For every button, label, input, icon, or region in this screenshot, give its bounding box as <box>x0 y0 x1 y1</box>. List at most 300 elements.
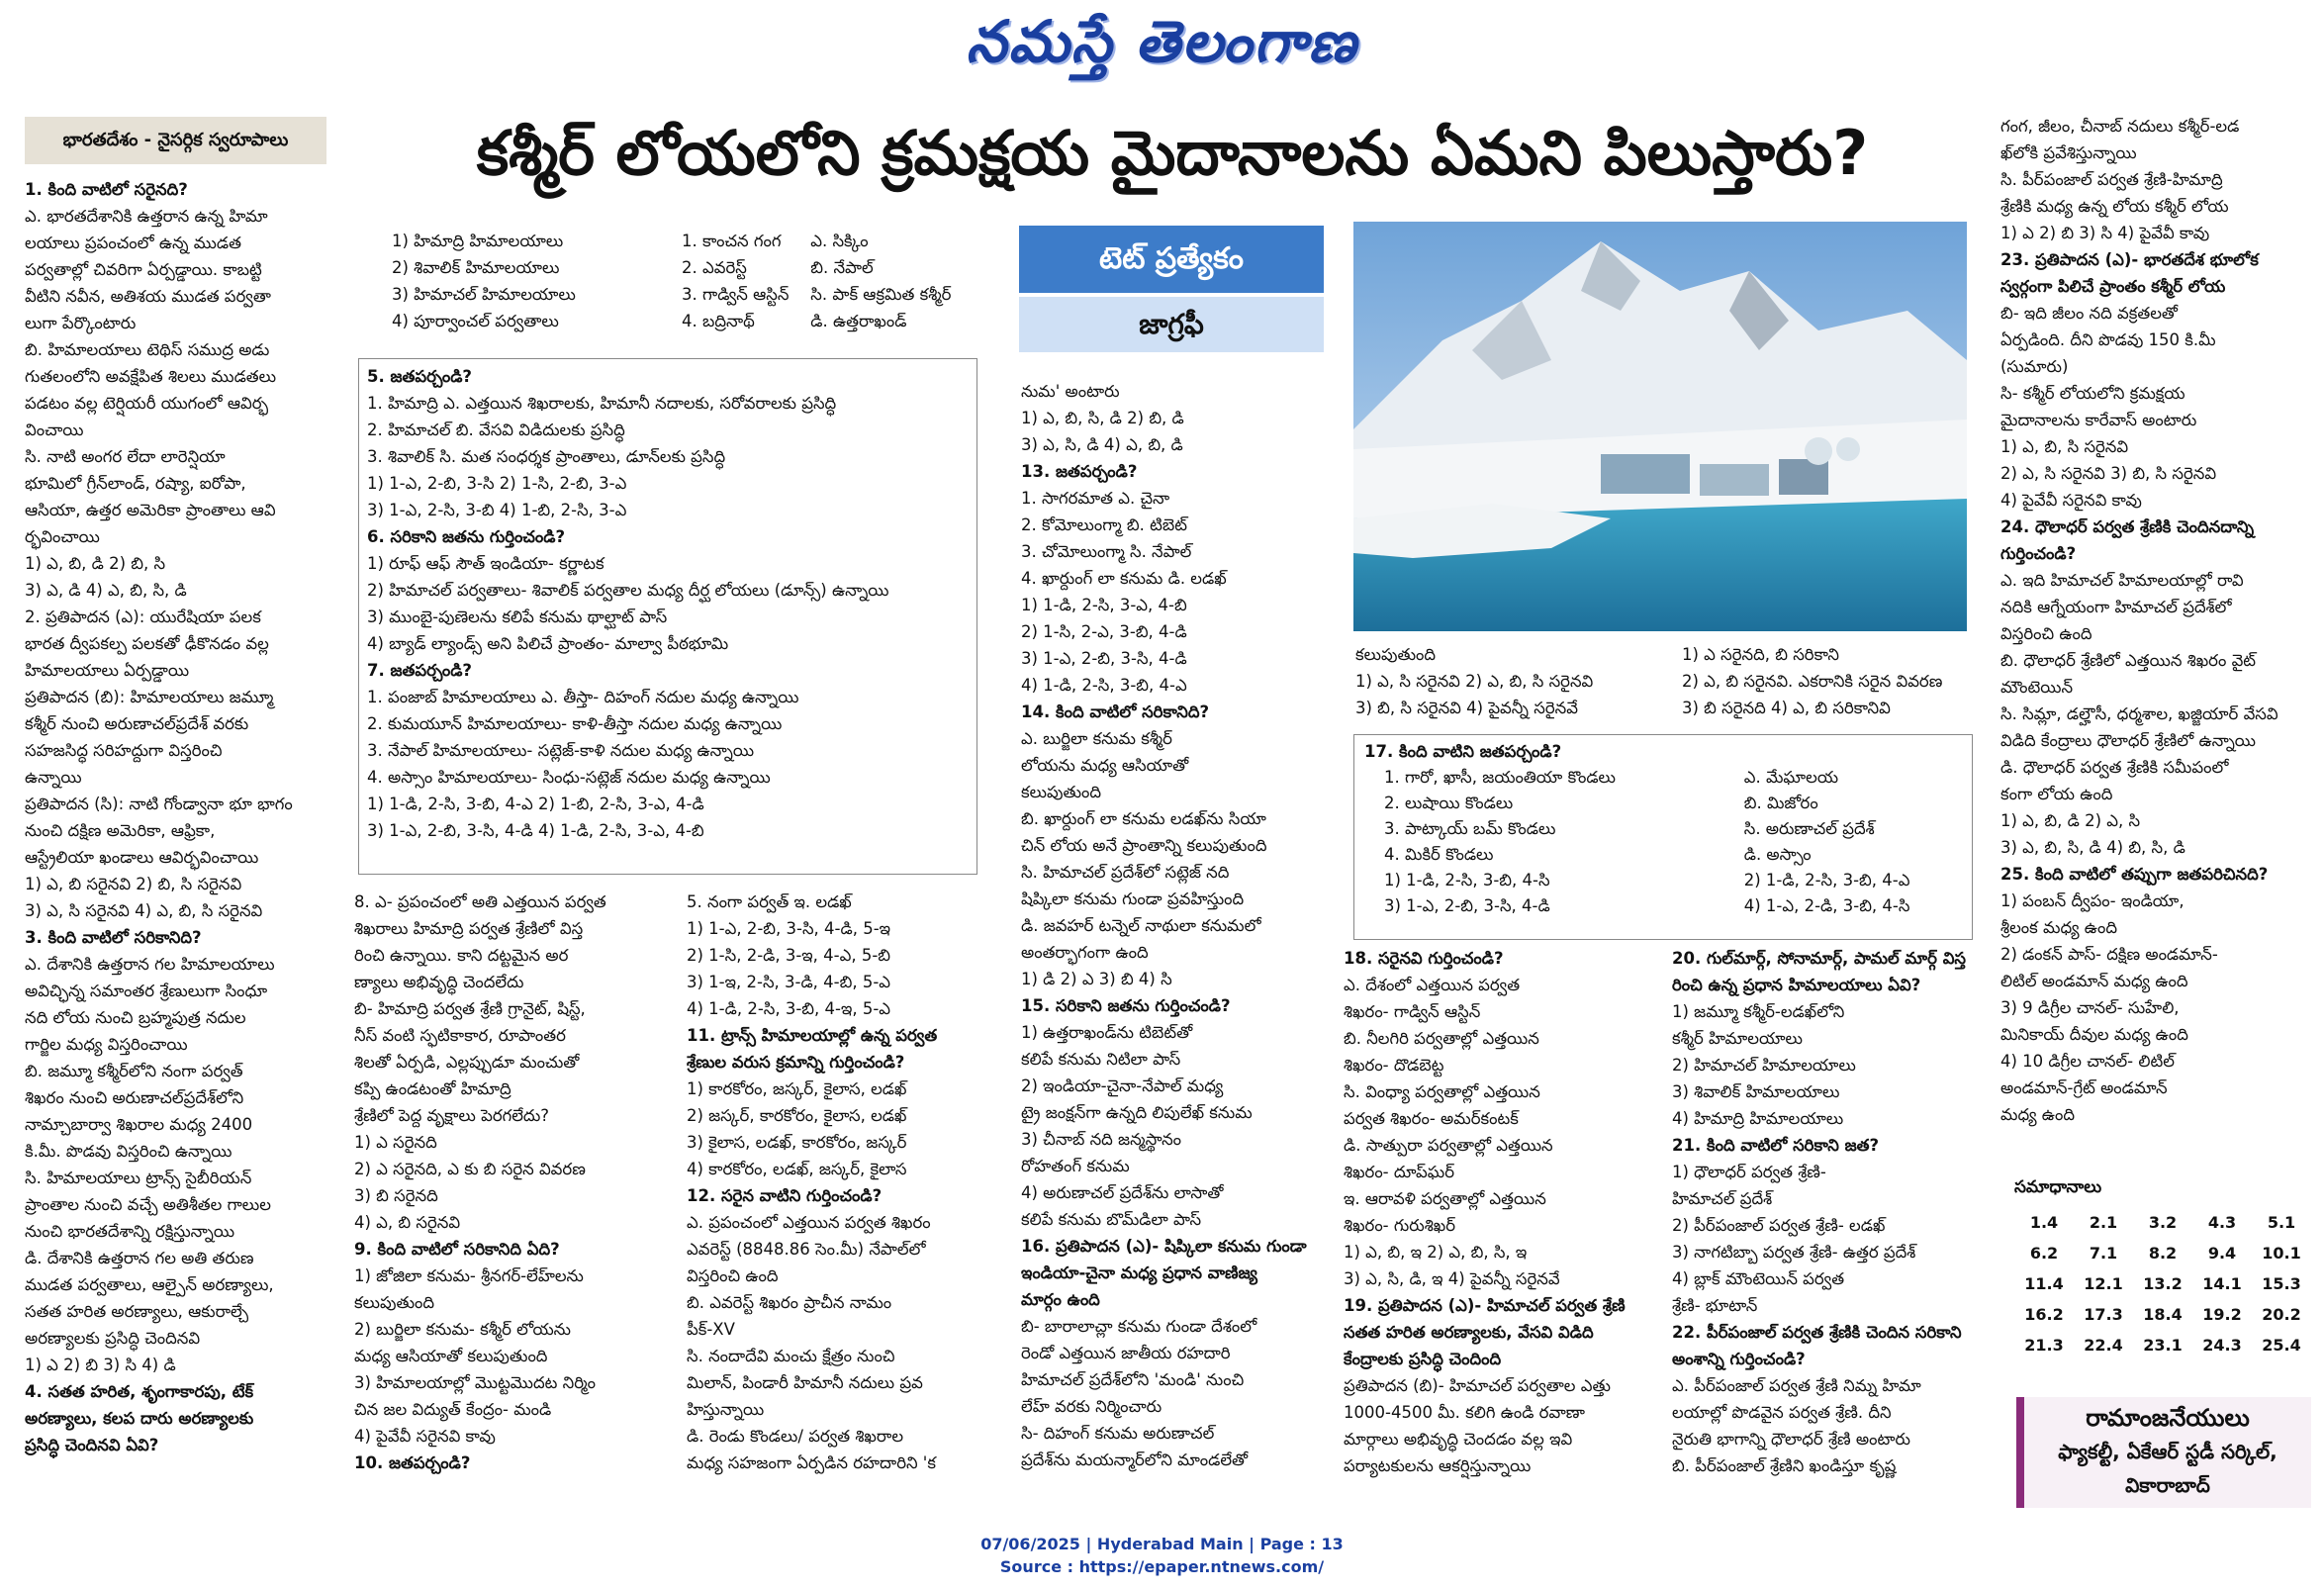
text-line: ఎ. భారతదేశానికి ఉత్తరాన ఉన్న హిమా <box>25 207 268 226</box>
text-line: కశ్మీర్ నుంచి అరుణాచల్‌ప్రదేశ్ వరకు <box>25 714 249 733</box>
question-line: 4. సతత హరిత, శృంగాకారపు, టేక్ <box>25 1382 254 1401</box>
text-line: అంతర్భాగంగా ఉంది <box>1021 943 1149 962</box>
text-line: 3) బి సరైనది 4) ఎ, బి సరికానివి <box>1682 699 1891 717</box>
text-line: లేహ్ వరకు నిర్మించారు <box>1021 1397 1162 1416</box>
text-line: ఎవరెస్ట్ (8848.86 సెం.మీ) నేపాల్‌లో <box>687 1240 926 1259</box>
answer-row <box>2014 1299 2311 1330</box>
text-line: బి. ఖార్దుంగ్ లా కనుమ లడఖ్‌ను సియా <box>1021 809 1266 828</box>
text-line: ముడత పర్వతాలు, ఆల్పైన్ అరణ్యాలు, <box>25 1275 274 1294</box>
q4-option-cell: 4. బద్రినాథ్ <box>682 312 755 330</box>
text-line: 2. కోమోలుంగ్మా బి. టిబెట్ <box>1021 515 1187 534</box>
tet-special-banner: టెట్ ప్రత్యేకం <box>1019 226 1324 293</box>
mountain-lake-photo <box>1353 222 1967 631</box>
text-line: మైదానాలను కారేవాస్ అంటారు <box>2000 411 2197 429</box>
text-line: మినికాయ్ దీవుల మధ్య ఉంది <box>2000 1025 2188 1044</box>
text-line: 3) 1-ఎ, 2-సి, 3-బి 4) 1-బి, 2-సి, 3-ఎ <box>367 501 627 519</box>
text-line: 2) ఎ, బి సరైనవి. ఎకరానికి సరైన వివరణ <box>1682 672 1943 691</box>
subject-banner: జాగ్రఫీ <box>1019 297 1324 352</box>
section-tag: భారతదేశం - నైసర్గిక స్వరూపాలు <box>25 117 326 164</box>
text-line: 3. చోమోలుంగ్మా సి. నేపాల్ <box>1021 542 1192 561</box>
text-line: 1) ధౌలాధర్ పర్వత శ్రేణి- <box>1672 1163 1826 1181</box>
text-line: 4) ఎ, బి సరైనవి <box>354 1213 461 1232</box>
q4-option-row <box>392 228 985 254</box>
text-line: భారత ద్వీపకల్ప పలకతో ఢీకొనడం వల్ల <box>25 634 269 653</box>
text-line: నుమ' అంటారు <box>1021 382 1120 401</box>
text-line: 2) పీర్‌పంజాల్ పర్వత శ్రేణి- లడఖ్ <box>1672 1216 1886 1235</box>
text-line: 4) బ్యాడ్ ల్యాండ్స్ అని పిలిచే ప్రాంతం- మాల్వా పీఠభూమి <box>367 634 729 653</box>
text-line: బి. ధౌలాధర్ శ్రేణిలో ఎత్తయిన శిఖరం వైట్ <box>2000 651 2257 670</box>
text-line: సి- కశ్మీర్ లోయలోని క్రమక్షయ <box>2000 384 2185 403</box>
text-line: 1) ఎ, బి, సి సరైనవి <box>2000 437 2129 456</box>
answer-cell: 17.3 <box>2084 1305 2123 1324</box>
text-line: ఎ. ఇది హిమాచల్ హిమాలయాల్లో రావి <box>2000 571 2244 590</box>
text-line: సి. హిమాచల్ ప్రదేశ్‌లో సట్లెజ్ నది <box>1021 863 1230 882</box>
question-line: 19. ప్రతిపాదన (ఎ)- హిమాచల్ పర్వత శ్రేణి <box>1344 1296 1626 1315</box>
text-line: సి. నాటి అంగర లేదా లారెన్షియా <box>25 447 226 466</box>
question-line: 22. పీర్‌పంజాల్ పర్వత శ్రేణికి చెందిన సరికాని <box>1672 1323 1962 1342</box>
answer-cell: 14.1 <box>2202 1274 2242 1293</box>
text-line: 1) జమ్మూ కశ్మీర్-లడఖ్‌లోని <box>1672 1002 1845 1021</box>
text-line: 1) 1-ఎ, 2-బి, 3-సి 2) 1-సి, 2-బి, 3-ఎ <box>367 474 627 493</box>
answer-row <box>2014 1330 2311 1360</box>
text-line: 1) 1-డి, 2-సి, 3-బి, 4-ఎ 2) 1-బి, 2-సి, 3-ఎ, 4-డి <box>367 795 704 813</box>
text-line: సి. సిమ్లా, డల్హౌసీ, ధర్మశాల, ఖజ్జియార్ వేసవి <box>2000 704 2278 723</box>
text-line: బి. పీర్‌పంజాల్ శ్రేణిని ఖండిస్తూ కృష్ణ <box>1672 1456 1897 1475</box>
text-line: భూమిలో గ్రీన్‌లాండ్, రష్యా, ఐరోపా, <box>25 474 246 493</box>
question-line: 13. జతపర్చండి? <box>1021 462 1138 481</box>
question-line: 25. కింది వాటిలో తప్పుగా జతపరిచినది? <box>2000 865 2269 884</box>
text-line: 1) డి 2) ఎ 3) బి 4) సి <box>1021 970 1172 988</box>
answer-cell: 9.4 <box>2207 1244 2237 1263</box>
text-line: నది లోయ నుంచి బ్రహ్మపుత్ర నదుల <box>25 1008 246 1027</box>
question-line: రించి ఉన్న ప్రధాన హిమాలయాలు ఏవి? <box>1672 976 1921 994</box>
q4-option-row <box>392 254 985 281</box>
answers-table <box>2014 1207 2311 1360</box>
text-line: ప్రతిపాదన (బి)- హిమాచల్ పర్వతాల ఎత్తు <box>1344 1376 1612 1395</box>
question-line: గుర్తించండి? <box>2000 544 2077 563</box>
text-line: ఆసియా, ఉత్తర అమెరికా ప్రాంతాలు ఆవి <box>25 501 276 519</box>
text-line: బి- ఇది జీలం నది వక్రతలతో <box>2000 304 2179 323</box>
text-line: 2) ఇండియా-చైనా-నేపాల్ మధ్య <box>1021 1076 1224 1095</box>
text-line: ఎ. ప్రపంచంలో ఎత్తయిన పర్వత శిఖరం <box>687 1213 931 1232</box>
answer-row <box>2014 1207 2311 1238</box>
text-line: షిప్కిలా కనుమ గుండా ప్రవహిస్తుంది <box>1021 889 1245 908</box>
match-cell: ఎ. మేఘాలయ <box>1743 768 1839 787</box>
text-line: లిటిల్ అండమాన్ మధ్య ఉంది <box>2000 972 2188 990</box>
q4-option-cell: 2. ఎవరెస్ట్ <box>682 258 747 277</box>
q4-option-cell: డి. ఉత్తరాఖండ్ <box>810 312 907 330</box>
q4-option-cell: 4) పూర్వాంచల్ పర్వతాలు <box>392 312 559 330</box>
text-line: హిమాలయాలు ఏర్పడ్డాయి <box>25 661 190 680</box>
text-line: మౌంటెయిన్ <box>2000 678 2074 697</box>
text-line: 1) ఎ, బి, డి 2) ఎ, సి <box>2000 811 2141 830</box>
author-affiliation: ఫ్యాకల్టీ, ఏకేఆర్ స్టడీ సర్కిల్, <box>2058 1440 2278 1463</box>
text-line: 4) 1-డి, 2-సి, 3-బి, 4-ఇ, 5-ఎ <box>687 999 891 1018</box>
text-line: సి. వింధ్యా పర్వతాల్లో ఎత్తయిన <box>1344 1082 1540 1101</box>
answer-cell: 11.4 <box>2024 1274 2064 1293</box>
text-line: కి.మీ. పొడవు విస్తరించి ఉన్నాయి <box>25 1142 232 1161</box>
text-line: 1) ఎ, బి, డి 2) బి, సి <box>25 554 166 573</box>
text-line: 3. నేపాల్ హిమాలయాలు- సట్లెజ్-కాళి నదుల మధ్య ఉన్నాయి <box>367 741 755 760</box>
text-line: ఎ. దేశానికి ఉత్తరాన గల హిమాలయాలు <box>25 955 275 974</box>
text-line: 1) ఎ 2) బి 3) సి 4) డి <box>25 1356 176 1374</box>
answer-cell: 1.4 <box>2029 1213 2059 1232</box>
text-line: కశ్మీర్ హిమాలయాలు <box>1672 1029 1803 1048</box>
text-line: ప్రతిపాదన (బి): హిమాలయాలు జమ్మూ <box>25 688 274 706</box>
text-line: రించి ఉన్నాయి. కాని దట్టమైన అర <box>354 946 569 965</box>
text-line: వించాయి <box>25 421 84 439</box>
answers-panel <box>2014 1177 2311 1360</box>
text-line: సి. పీర్‌పంజాల్ పర్వత శ్రేణి-హిమాద్రి <box>2000 170 2223 189</box>
text-line: 1000-4500 మీ. కలిగి ఉండి రవాణా <box>1344 1403 1585 1422</box>
column-3 <box>687 889 1001 1502</box>
text-line: బి. నీలగిరి పర్వతాల్లో ఎత్తయిన <box>1344 1029 1539 1048</box>
question-line: స్వర్గంగా పిలిచే ప్రాంతం కశ్మీర్ లోయ <box>2000 277 2226 296</box>
text-line: ర్భవించాయి <box>25 527 100 546</box>
text-line: ప్రదేశ్‌ను మయన్మార్‌లోని మాండలేతో <box>1021 1451 1249 1469</box>
text-line: ఎ. దేశంలో ఎత్తయిన పర్వత <box>1344 976 1521 994</box>
page-headline: కశ్మీర్ లోయలోని క్రమక్షయ మైదానాలను ఏమని పిలుస్తారు? <box>476 117 1869 189</box>
question-box-5-7 <box>358 358 977 875</box>
q4-option-cell: 1) హిమాద్రి హిమాలయాలు <box>392 232 564 250</box>
text-line: విస్తరించి ఉంది <box>687 1266 779 1285</box>
author-credit <box>2016 1397 2311 1508</box>
text-line: గుతలంలోని అవక్షేపిత శిలలు ముడతలు <box>25 367 277 386</box>
question-line: ఇండియా-చైనా మధ్య ప్రధాన వాణిజ్య <box>1021 1263 1257 1282</box>
text-line: 3) నాగటిబ్బా పర్వత శ్రేణి- ఉత్తర ప్రదేశ్ <box>1672 1243 1916 1262</box>
answer-cell: 22.4 <box>2084 1336 2123 1355</box>
text-line: ఏర్పడింది. దీని పొడవు 150 కి.మీ <box>2000 330 2216 349</box>
text-line: డి. రెండు కొండలు/ పర్వత శిఖరాల <box>687 1427 904 1446</box>
text-line: 3. శివాలిక్ సి. మత సంధర్శక ప్రాంతాలు, డూన్‌లకు ప్రసిద్ధి <box>367 447 726 466</box>
text-line: 2) ఎ, సి సరైనవి 3) బి, సి సరైనవి <box>2000 464 2217 483</box>
text-line: కలుపుతుంది <box>354 1293 435 1312</box>
text-line: డి. జవహర్ టన్నెల్ నాథులా కనుమలో <box>1021 916 1261 935</box>
question-line: అంశాన్ని గుర్తించండి? <box>1672 1350 1806 1368</box>
text-line: 2) ఎ సరైనది, ఎ కు బి సరైన వివరణ <box>354 1160 586 1178</box>
text-line: 4) కారకోరం, లడఖ్, జస్కర్, కైలాస <box>687 1160 907 1178</box>
q4-option-row <box>392 281 985 308</box>
text-line: కలిపే కనుమ నిటిలా పాస్ <box>1021 1050 1181 1069</box>
answer-cell: 13.2 <box>2143 1274 2183 1293</box>
text-line: 1) పంబన్ ద్వీపం- ఇండియా, <box>2000 891 2185 910</box>
column-7 <box>2000 113 2312 1171</box>
text-line: విడిది కేంద్రాలు ధౌలాధర్ శ్రేణిలో ఉన్నాయి <box>2000 731 2257 750</box>
text-line: 1) కారకోరం, జస్కర్, కైలాస, లడఖ్ <box>687 1079 907 1098</box>
text-line: అరణ్యాలకు ప్రసిద్ధి చెందినవి <box>25 1329 201 1348</box>
text-line: శిఖరాలు హిమాద్రి పర్వత శ్రేణిలో విస్త <box>354 919 584 938</box>
text-line: 3) బి సరైనది <box>354 1186 438 1205</box>
text-line: గార్జిల మధ్య విస్తరించాయి <box>25 1035 188 1054</box>
answer-cell: 19.2 <box>2202 1305 2242 1324</box>
question-line: 3. కింది వాటిలో సరికానిది? <box>25 928 202 947</box>
text-line: 3) ఎ, సి సరైనవి 4) ఎ, బి, సి సరైనవి <box>25 901 263 920</box>
text-line: 3) హిమాలయాల్లో మొట్టమొదట నిర్మిం <box>354 1373 597 1392</box>
question-line: 1. కింది వాటిలో సరైనది? <box>25 180 188 199</box>
text-line: మిలాన్, పిండారీ హిమానీ నదులు ప్రవ <box>687 1373 923 1392</box>
text-line: పర్యాటకులను ఆకర్షిస్తున్నాయి <box>1344 1456 1532 1475</box>
question-line: 24. ధౌలాధర్ పర్వత శ్రేణికి చెందినదాన్ని <box>2000 517 2255 536</box>
q4-option-cell: సి. పాక్ ఆక్రమిత కశ్మీర్ <box>810 285 952 304</box>
question-line: 5. జతపర్చండి? <box>367 367 472 386</box>
question-line: 16. ప్రతిపాదన (ఎ)- షిప్కిలా కనుమ గుండా <box>1021 1237 1307 1256</box>
text-line: కప్పి ఉండటంతో హిమాద్రి <box>354 1079 511 1098</box>
text-line: 3) శివాలిక్ హిమాలయాలు <box>1672 1082 1840 1101</box>
text-line: 1) జోజిలా కనుమ- శ్రీనగర్-లేహ్‌లను <box>354 1266 584 1285</box>
text-line: 1) రూఫ్ ఆఫ్ సౌత్ ఇండియా- కర్ణాటక <box>367 554 604 573</box>
text-line: 2) 1-సి, 2-ఎ, 3-బి, 4-డి <box>1021 622 1187 641</box>
text-line: ఎ. పీర్‌పంజాల్ పర్వత శ్రేణి నిమ్న హిమా <box>1672 1376 1921 1395</box>
text-line: మార్గాలు అభివృద్ధి చెందడం వల్ల ఇవి <box>1344 1430 1573 1449</box>
text-line: కంగా లోయ ఉంది <box>2000 785 2113 803</box>
text-line: శిఖరం- గురుశిఖర్ <box>1344 1216 1456 1235</box>
question-line: 9. కింది వాటిలో సరికానిది ఏది? <box>354 1240 560 1259</box>
text-line: (సుమారు) <box>2000 357 2069 376</box>
text-line: 2. కుమయూన్ హిమాలయాలు- కాళి-తీస్తా నదుల మధ్య ఉన్నాయి <box>367 714 783 733</box>
answer-cell: 12.1 <box>2084 1274 2123 1293</box>
text-line: డి. ధౌలాధర్ పర్వత శ్రేణికి సమీపంలో <box>2000 758 2229 777</box>
text-line: బి. జమ్మూ కశ్మీర్‌లోని నంగా పర్వత్ <box>25 1062 243 1080</box>
text-line: నదికి ఆగ్నేయంగా హిమాచల్ ప్రదేశ్‌లో <box>2000 598 2232 616</box>
text-line: నుంచి దక్షిణ అమెరికా, ఆఫ్రికా, <box>25 821 216 840</box>
text-line: 1) ఎ, బి సరైనవి 2) బి, సి సరైనవి <box>25 875 242 893</box>
column-2 <box>354 889 669 1502</box>
answer-cell: 18.4 <box>2143 1305 2183 1324</box>
text-line: శ్రీలంక మధ్య ఉంది <box>2000 918 2117 937</box>
text-line: శ్రేణికి మధ్య ఉన్న లోయ కశ్మీర్ లోయ <box>2000 197 2229 216</box>
text-line: అండమాన్-గ్రేట్ అండమాన్ <box>2000 1078 2168 1097</box>
text-line: లోయను మధ్య ఆసియాతో <box>1021 756 1189 775</box>
text-line: శిఖరం నుంచి అరుణాచల్‌ప్రదేశ్‌లోని <box>25 1088 244 1107</box>
text-line: లయాల్లో పొడవైన పర్వత శ్రేణి. దీని <box>1672 1403 1892 1422</box>
text-line: సి. నందాదేవి మంచు క్షేత్రం నుంచి <box>687 1347 895 1365</box>
text-line: 3) 9 డిగ్రీల చానల్- సుహేలి, <box>2000 998 2180 1017</box>
answer-cell: 2.1 <box>2089 1213 2118 1232</box>
text-line: 4) అరుణాచల్ ప్రదేశ్‌ను లాసాతో <box>1021 1183 1224 1202</box>
text-line: 1. హిమాద్రి ఎ. ఎత్తయిన శిఖరాలకు, హిమానీ నదాలకు, సరోవరాలకు ప్రసిద్ధి <box>367 394 837 413</box>
answer-row <box>2014 1238 2311 1268</box>
text-line: 1) 1-డి, 2-సి, 3-ఎ, 4-బి <box>1021 596 1187 614</box>
text-line: 3) బి, సి సరైనవి 4) పైవన్నీ సరైనవే <box>1355 699 1578 717</box>
masthead-logo: నమస్తే తెలంగాణ <box>966 8 1358 75</box>
text-line: చిన్ లోయ అనే ప్రాంతాన్ని కలుపుతుంది <box>1021 836 1267 855</box>
question-box-17 <box>1353 734 1973 940</box>
text-line: 3) చీనాబ్ నది జన్మస్థానం <box>1021 1130 1182 1149</box>
text-line: 3) ఎ, డి 4) ఎ, బి, సి, డి <box>25 581 187 600</box>
text-line: నుంచి భారతదేశాన్ని రక్షిస్తున్నాయి <box>25 1222 235 1241</box>
q4-option-cell: 1. కాంచన గంగ <box>682 232 782 250</box>
text-line: 3) ఎ, సి, డి, ఇ 4) పైవన్నీ సరైనవే <box>1344 1269 1560 1288</box>
text-line: బి- హిమాద్రి పర్వత శ్రేణి గ్రానైట్, షిస్ట్, <box>354 999 586 1018</box>
match-cell: 3. పాట్కాయ్ బమ్ కొండలు <box>1384 819 1556 838</box>
answer-cell: 8.2 <box>2148 1244 2178 1263</box>
option-cell: 4) 1-ఎ, 2-డి, 3-బి, 4-సి <box>1743 896 1910 915</box>
question-line: 20. గుల్‌మార్గ్, సోనామార్గ్, పామల్ మార్గ్ విస్త <box>1672 949 1967 968</box>
text-line: అవిచ్ఛిన్న సమాంతర శ్రేణులుగా సింధూ <box>25 982 268 1000</box>
text-line: శ్రేణి- భూటాన్ <box>1672 1296 1758 1315</box>
question-line: మార్గం ఉంది <box>1021 1290 1100 1309</box>
answer-cell: 24.3 <box>2202 1336 2242 1355</box>
text-line: 4. ఖార్దుంగ్ లా కనుమ డి. లడఖ్ <box>1021 569 1227 588</box>
question-17-title: 17. కింది వాటిని జతపర్చండి? <box>1364 742 1562 761</box>
answer-cell: 7.1 <box>2089 1244 2118 1263</box>
column-5-top <box>1355 641 1662 730</box>
text-line: లయాలు ప్రపంచంలో ఉన్న ముడత <box>25 234 241 252</box>
text-line: లుగా పేర్కొంటారు <box>25 314 137 332</box>
question-line: 21. కింది వాటిలో సరికాని జత? <box>1672 1136 1880 1155</box>
match-row <box>1364 816 1958 842</box>
option-row <box>1364 893 1958 919</box>
question-line: 6. సరికాని జతను గుర్తించండి? <box>367 527 566 546</box>
question-line: ప్రసిద్ధి చెందినవి ఏవి? <box>25 1436 159 1454</box>
text-line: ప్రతిపాదన (సి): నాటి గోండ్వానా భూ భాగం <box>25 795 293 813</box>
text-line: బి. హిమాలయాలు టెథిస్ సముద్ర అడు <box>25 340 270 359</box>
text-line: 2. హిమాచల్ బి. వేసవి విడిదులకు ప్రసిద్ధి <box>367 421 625 439</box>
footer-source: Source : https://epaper.ntnews.com/ <box>999 1557 1325 1576</box>
text-line: 1. సాగరమాత ఎ. చైనా <box>1021 489 1170 508</box>
text-line: ట్రై జంక్షన్‌గా ఉన్నది లిపులేఖ్ కనుమ <box>1021 1103 1253 1122</box>
answer-cell: 21.3 <box>2024 1336 2064 1355</box>
answer-cell: 10.1 <box>2262 1244 2301 1263</box>
text-line: 1. పంజాబ్ హిమాలయాలు ఎ. తీస్తా- దిహంగ్ నదుల మధ్య ఉన్నాయి <box>367 688 799 706</box>
answer-cell: 20.2 <box>2262 1305 2301 1324</box>
q4-option-cell: ఎ. సిక్కిం <box>810 232 869 250</box>
match-row <box>1364 842 1958 868</box>
option-cell: 3) 1-ఎ, 2-బి, 3-సి, 4-డి <box>1384 896 1550 915</box>
text-line: 2. ప్రతిపాదన (ఎ): యురేషియా పలక <box>25 608 261 626</box>
question-line: 11. ట్రాన్స్ హిమాలయాల్లో ఉన్న పర్వత <box>687 1026 938 1045</box>
text-line: బి. ఎవరెస్ట్ శిఖరం ప్రాచీన నామం <box>687 1293 892 1312</box>
text-line: సి. హిమాలయాలు ట్రాన్స్ సైబీరియన్ <box>25 1169 252 1187</box>
text-line: హిస్తున్నాయి <box>687 1400 765 1419</box>
text-line: 1) ఎ, సి సరైనవి 2) ఎ, బి, సి సరైనవి <box>1355 672 1594 691</box>
text-line: 1) ఎ 2) బి 3) సి 4) పైవేవీ కావు <box>2000 224 2210 242</box>
text-line: పీక్-XV <box>687 1320 735 1339</box>
text-line: ఖ్‌లోకి ప్రవేశిస్తున్నాయి <box>2000 143 2137 162</box>
column-5 <box>1344 945 1660 1509</box>
option-row <box>1364 868 1958 893</box>
match-cell: బి. మిజోరం <box>1743 794 1818 812</box>
text-line: 4) 10 డిగ్రీల చానల్- లిటిల్ <box>2000 1052 2175 1071</box>
text-line: 3) ముంబై-పుణెలను కలిపే కనుమ థాల్ఘాట్ పాస్ <box>367 608 668 626</box>
text-line: 4) 1-డి, 2-సి, 3-బి, 4-ఎ <box>1021 676 1187 695</box>
text-line: 4) పైవేవీ సరైనవి కావు <box>2000 491 2142 510</box>
text-line: 1) ఎ సరైనది, బి సరికాని <box>1682 645 1839 664</box>
column-6 <box>1672 945 1989 1509</box>
text-line: కలుపుతుంది <box>1021 783 1102 801</box>
text-line: నైరుతి భాగాన్ని ధౌలాధర్ శ్రేణి అంటారు <box>1672 1430 1910 1449</box>
text-line: శిలతో ఏర్పడి, ఎల్లప్పుడూ మంచుతో <box>354 1053 580 1072</box>
text-line: ఆస్ట్రేలియా ఖండాలు ఆవిర్భవించాయి <box>25 848 259 867</box>
text-line: పర్వత శిఖరం- అమర్‌కంటక్ <box>1344 1109 1519 1128</box>
text-line: 2) బుర్జిలా కనుమ- కశ్మీర్ లోయను <box>354 1320 571 1339</box>
text-line: హిమాచల్ ప్రదేశ్ <box>1672 1189 1773 1208</box>
question-line: 7. జతపర్చండి? <box>367 661 472 680</box>
box2-content <box>1364 739 1958 919</box>
answer-cell: 23.1 <box>2143 1336 2183 1355</box>
question-line: శ్రేణుల వరుస క్రమాన్ని గుర్తించండి? <box>687 1053 905 1072</box>
text-line: 2) జస్కర్, కారకోరం, కైలాస, లడఖ్ <box>687 1106 907 1125</box>
match-cell: 4. మికిర్ కొండలు <box>1384 845 1494 864</box>
answers-title: సమాధానాలు <box>2014 1177 2102 1197</box>
q4-option-cell: 3. గాడ్విన్ ఆస్టిన్ <box>682 285 790 304</box>
text-line: 3) ఎ, బి, సి, డి 4) బి, సి, డి <box>2000 838 2185 857</box>
text-line: సి- దిహంగ్ కనుమ అరుణాచల్ <box>1021 1424 1215 1443</box>
text-line: సతత హరిత అరణ్యాలు, ఆకురాల్చే <box>25 1302 249 1321</box>
answer-cell: 25.4 <box>2262 1336 2301 1355</box>
question-line: 23. ప్రతిపాదన (ఎ)- భారతదేశ భూలోక <box>2000 250 2259 269</box>
text-line: వీటిని నవీన, అతిశయ ముడత పర్వతా <box>25 287 271 306</box>
text-line: పర్వతాల్లో చివరిగా ఏర్పడ్డాయి. కాబట్టి <box>25 260 262 279</box>
match-row <box>1364 791 1958 816</box>
text-line: 2) హిమాచల్ పర్వతాలు- శివాలిక్ పర్వతాల మధ్య దీర్ఘ లోయలు (డూన్స్) ఉన్నాయి <box>367 581 889 600</box>
question-line: అరణ్యాలు, కలప దారు అరణ్యాలకు <box>25 1409 254 1428</box>
match-cell: 2. లుషాయి కొండలు <box>1384 794 1514 812</box>
question-line: 12. సరైన వాటిని గుర్తించండి? <box>687 1186 883 1205</box>
text-line: గంగ, జీలం, చీనాబ్ నదులు కశ్మీర్-లడ <box>2000 117 2240 136</box>
text-line: 3) కైలాస, లడఖ్, కారకోరం, జస్కర్ <box>687 1133 907 1152</box>
text-line: ఇ. ఆరావళి పర్వతాల్లో ఎత్తయిన <box>1344 1189 1546 1208</box>
text-line: 2) హిమాచల్ హిమాలయాలు <box>1672 1056 1856 1075</box>
text-line: శిఖరం- దూప్‌ఘర్ <box>1344 1163 1455 1181</box>
question-line: 10. జతపర్చండి? <box>354 1453 471 1472</box>
text-line: కలిపే కనుమ బొమ్‌డిలా పాస్ <box>1021 1210 1202 1229</box>
match-cell: సి. అరుణాచల్ ప్రదేశ్ <box>1743 819 1875 838</box>
text-line: 3) 1-ఇ, 2-సి, 3-డి, 4-బి, 5-ఎ <box>687 973 891 991</box>
text-line: 2) డంకన్ పాస్- దక్షిణ అండమాన్- <box>2000 945 2218 964</box>
text-line: శిఖరం- దొడబెట్ట <box>1344 1056 1444 1075</box>
text-line: 3) ఎ, సి, డి 4) ఎ, బి, డి <box>1021 435 1183 454</box>
text-line: శ్రేణిలో పెద్ద వృక్షాలు పెరగలేదు? <box>354 1106 550 1125</box>
box1-content <box>367 363 971 868</box>
text-line: ప్రాంతాల నుంచి వచ్చే అతిశీతల గాలుల <box>25 1195 271 1214</box>
text-line: 3) 1-ఎ, 2-బి, 3-సి, 4-డి 4) 1-డి, 2-సి, 3-ఎ, 4-బి <box>367 821 704 840</box>
text-line: 1) ఎ, బి, సి, డి 2) బి, డి <box>1021 409 1184 427</box>
text-line: మధ్య ఉంది <box>2000 1105 2075 1124</box>
text-line: 4. అస్సాం హిమాలయాలు- సింధు-సట్లెజ్ నదుల మధ్య ఉన్నాయి <box>367 768 771 787</box>
match-row <box>1364 765 1958 791</box>
answer-cell: 16.2 <box>2024 1305 2064 1324</box>
text-line: 5. నంగా పర్వత్ ఇ. లడఖ్ <box>687 892 852 911</box>
text-line: కలుపుతుంది <box>1355 645 1437 664</box>
question-line: 15. సరికాని జతను గుర్తించండి? <box>1021 996 1231 1015</box>
text-line: 1) ఎ, బి, ఇ 2) ఎ, బి, సి, ఇ <box>1344 1243 1528 1262</box>
match-cell: 1. గారో, ఖాసీ, జయంతియా కొండలు <box>1384 768 1616 787</box>
question-line: కేంద్రాలకు ప్రసిద్ధి చెందింది <box>1344 1350 1502 1368</box>
text-line: 8. ఎ- ప్రపంచంలో అతి ఎత్తయిన పర్వత <box>354 892 606 911</box>
text-line: డి. సాత్పురా పర్వతాల్లో ఎత్తయిన <box>1344 1136 1553 1155</box>
text-line: ఎ. బుర్జిలా కనుమ కశ్మీర్ <box>1021 729 1172 748</box>
text-line: రెండో ఎత్తయిన జాతీయ రహదారి <box>1021 1344 1231 1362</box>
author-place: వికారాబాద్ <box>2125 1473 2210 1497</box>
text-line: చిన జల విద్యుత్ కేంద్రం- మండి <box>354 1400 552 1419</box>
question-line: సతత హరిత అరణ్యాలకు, వేసవి విడిది <box>1344 1323 1594 1342</box>
text-line: డి. దేశానికి ఉత్తరాన గల అతి తరుణ <box>25 1249 254 1267</box>
answer-cell: 6.2 <box>2029 1244 2059 1263</box>
answer-cell: 5.1 <box>2267 1213 2296 1232</box>
text-line: 1) ఉత్తరాఖండ్‌ను టిబెట్‌తో <box>1021 1023 1193 1042</box>
column-4 <box>1021 378 1340 1506</box>
match-cell: డి. అస్సాం <box>1743 845 1812 864</box>
text-line: మధ్య సహజంగా ఏర్పడిన రహదారిని 'క <box>687 1453 936 1472</box>
text-line: 2) 1-సి, 2-డి, 3-ఇ, 4-ఎ, 5-బి <box>687 946 891 965</box>
text-line: రోహతంగ్ కనుమ <box>1021 1157 1130 1175</box>
text-line: హిమాచల్ ప్రదేశ్‌లోని 'మండి' నుంచి <box>1021 1370 1245 1389</box>
text-line: ణ్యాలు అభివృద్ధి చెందలేదు <box>354 973 524 991</box>
text-line: 3) 1-ఎ, 2-బి, 3-సి, 4-డి <box>1021 649 1187 668</box>
answer-row <box>2014 1268 2311 1299</box>
text-line: 4) హిమాద్రి హిమాలయాలు <box>1672 1109 1844 1128</box>
